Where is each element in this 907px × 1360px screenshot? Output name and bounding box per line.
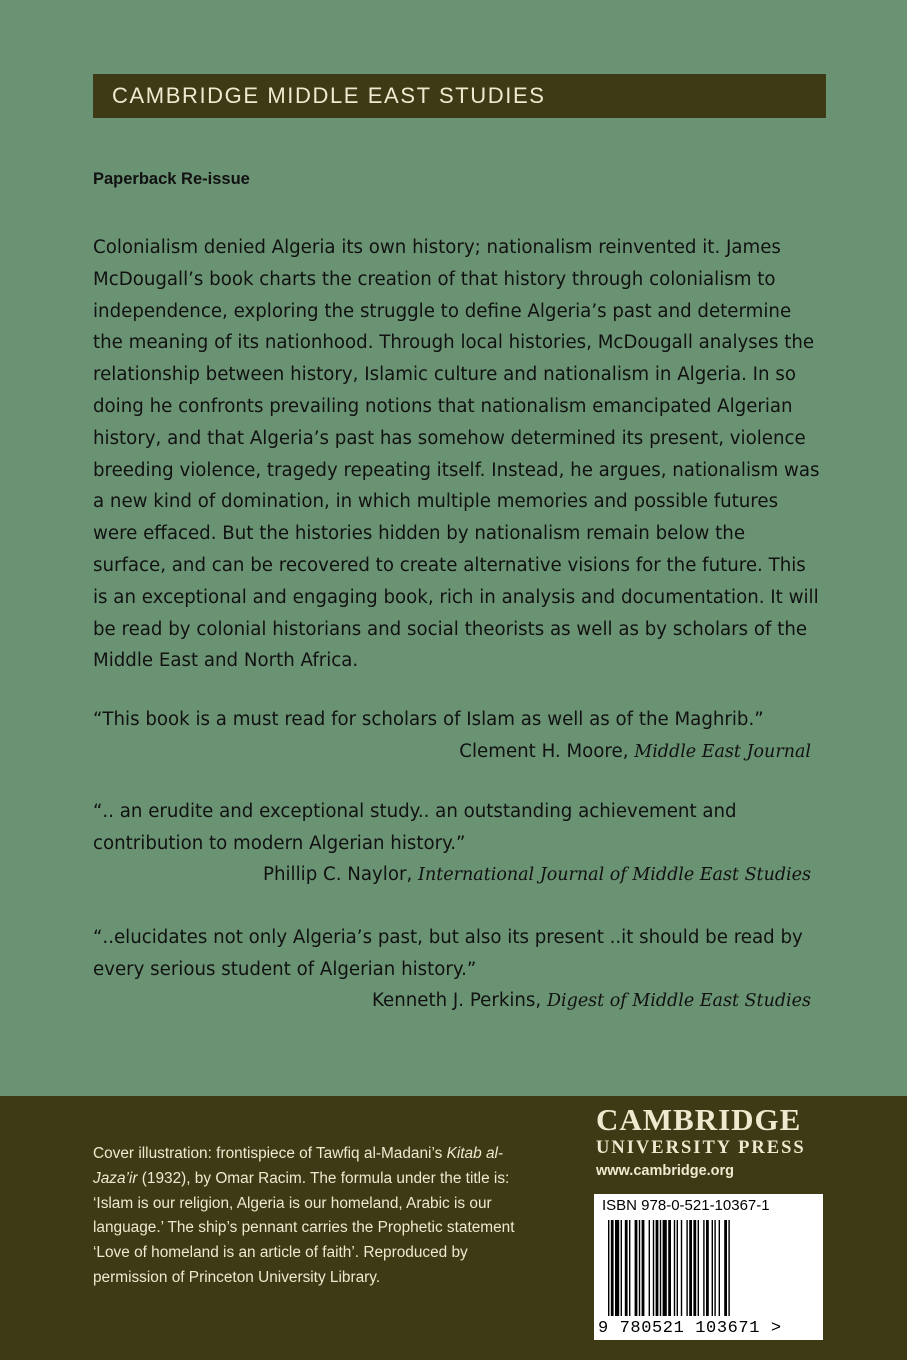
quote-text: “.. an erudite and exceptional study.. an outstanding achievement and contribution to modern Algerian history.” bbox=[93, 801, 737, 854]
barcode-bar bbox=[649, 1220, 650, 1316]
barcode-bar bbox=[653, 1220, 654, 1316]
barcode-bar bbox=[677, 1220, 678, 1316]
barcode-bar bbox=[681, 1220, 682, 1316]
publisher-subtitle: UNIVERSITY PRESS bbox=[596, 1138, 806, 1158]
barcode-box bbox=[594, 1194, 823, 1340]
review-quote-1 bbox=[93, 704, 815, 768]
publisher-name: CAMBRIDGE bbox=[596, 1102, 802, 1137]
barcode-bar bbox=[615, 1220, 619, 1316]
quote-author: Phillip C. Naylor, bbox=[263, 864, 413, 885]
quote-text: “..elucidates not only Algeria’s past, but also its present ..it should be read by every serious student of Algerian history.” bbox=[93, 927, 803, 980]
barcode-bar bbox=[689, 1220, 692, 1316]
barcode-bar bbox=[642, 1220, 645, 1316]
review-quote-3 bbox=[93, 922, 815, 1018]
barcode-bar bbox=[693, 1220, 696, 1316]
barcode-bar bbox=[714, 1220, 715, 1316]
barcode-bar bbox=[656, 1220, 659, 1316]
quote-text: “This book is a must read for scholars of Islam as well as of the Maghrib.” bbox=[93, 709, 764, 730]
quote-source bbox=[93, 985, 815, 1018]
ean-digits: 9 780521 103671 > bbox=[598, 1319, 782, 1338]
barcode-bar bbox=[712, 1220, 713, 1316]
isbn-label: ISBN 978-0-521-10367-1 bbox=[602, 1197, 770, 1214]
review-quote-2 bbox=[93, 796, 815, 892]
barcode-bar bbox=[639, 1220, 640, 1316]
barcode-bar bbox=[635, 1220, 638, 1316]
barcode-bar bbox=[706, 1220, 709, 1316]
barcode-bar bbox=[724, 1220, 727, 1316]
barcode-bar bbox=[668, 1220, 671, 1316]
barcode-bar bbox=[719, 1220, 720, 1316]
barcode-bar bbox=[621, 1220, 622, 1316]
quote-author: Kenneth J. Perkins, bbox=[372, 990, 542, 1011]
quote-source bbox=[93, 736, 815, 769]
barcode-bar bbox=[625, 1220, 628, 1316]
barcode-bar bbox=[663, 1220, 667, 1316]
barcode-bar bbox=[728, 1220, 729, 1316]
publisher-logo bbox=[596, 1103, 806, 1179]
cover-credit bbox=[93, 1142, 533, 1291]
barcode-icon bbox=[608, 1220, 808, 1316]
quote-publication: Digest of Middle East Studies bbox=[547, 991, 811, 1011]
barcode-bar bbox=[686, 1220, 687, 1316]
credit-part-1: Cover illustration: frontispiece of Tawfiq al-Madani’s bbox=[93, 1145, 443, 1162]
quote-publication: International Journal of Middle East Studies bbox=[418, 865, 811, 885]
barcode-bar bbox=[629, 1220, 630, 1316]
barcode-bar bbox=[674, 1220, 675, 1316]
edition-label: Paperback Re-issue bbox=[93, 170, 250, 188]
series-title: CAMBRIDGE MIDDLE EAST STUDIES bbox=[112, 83, 546, 108]
series-banner bbox=[93, 74, 826, 118]
barcode-bar bbox=[608, 1220, 609, 1316]
quote-source bbox=[93, 859, 815, 892]
barcode-bar bbox=[698, 1220, 699, 1316]
credit-book-title: Kitab al-Jaza’ir bbox=[93, 1145, 504, 1187]
barcode-bar bbox=[611, 1220, 614, 1316]
publisher-url: www.cambridge.org bbox=[596, 1163, 735, 1179]
credit-part-2: (1932), by Omar Racim. The formula under the title is: ‘Islam is our religion, Algeria is our homeland, Arabic is our language.’ The ship’s pennant carries the Prophetic statement ‘Love of homeland is an article of faith’. Reproduced by permission of Princeton University Library. bbox=[93, 1169, 515, 1286]
quote-publication: Middle East Journal bbox=[634, 741, 811, 762]
barcode-bar bbox=[703, 1220, 704, 1316]
quote-author: Clement H. Moore, bbox=[459, 740, 629, 762]
book-description: Colonialism denied Algeria its own history; nationalism reinvented it. James McDougall’s book charts the creation of that history through colonialism to independence, exploring the struggle to define Algeria’s past and determine the meaning of its nationhood. Through local histories, McDougall analyses the relationship between history, Islamic culture and nationalism in Algeria. In so doing he confronts prevailing notions that nationalism emancipated Algerian history, and that Algeria’s past has somehow determined its present, violence breeding violence, tragedy repeating itself. Instead, he argues, nationalism was a new kind of domination, in which multiple memories and possible futures were effaced. But the histories hidden by nationalism remain below the surface, and can be recovered to create alternative visions for the future. This is an exceptional and engaging book, rich in analysis and documentation. It will be read by colonial historians and social theorists as well as by scholars of the Middle East and North Africa. bbox=[93, 237, 820, 672]
barcode-bar bbox=[660, 1220, 661, 1316]
